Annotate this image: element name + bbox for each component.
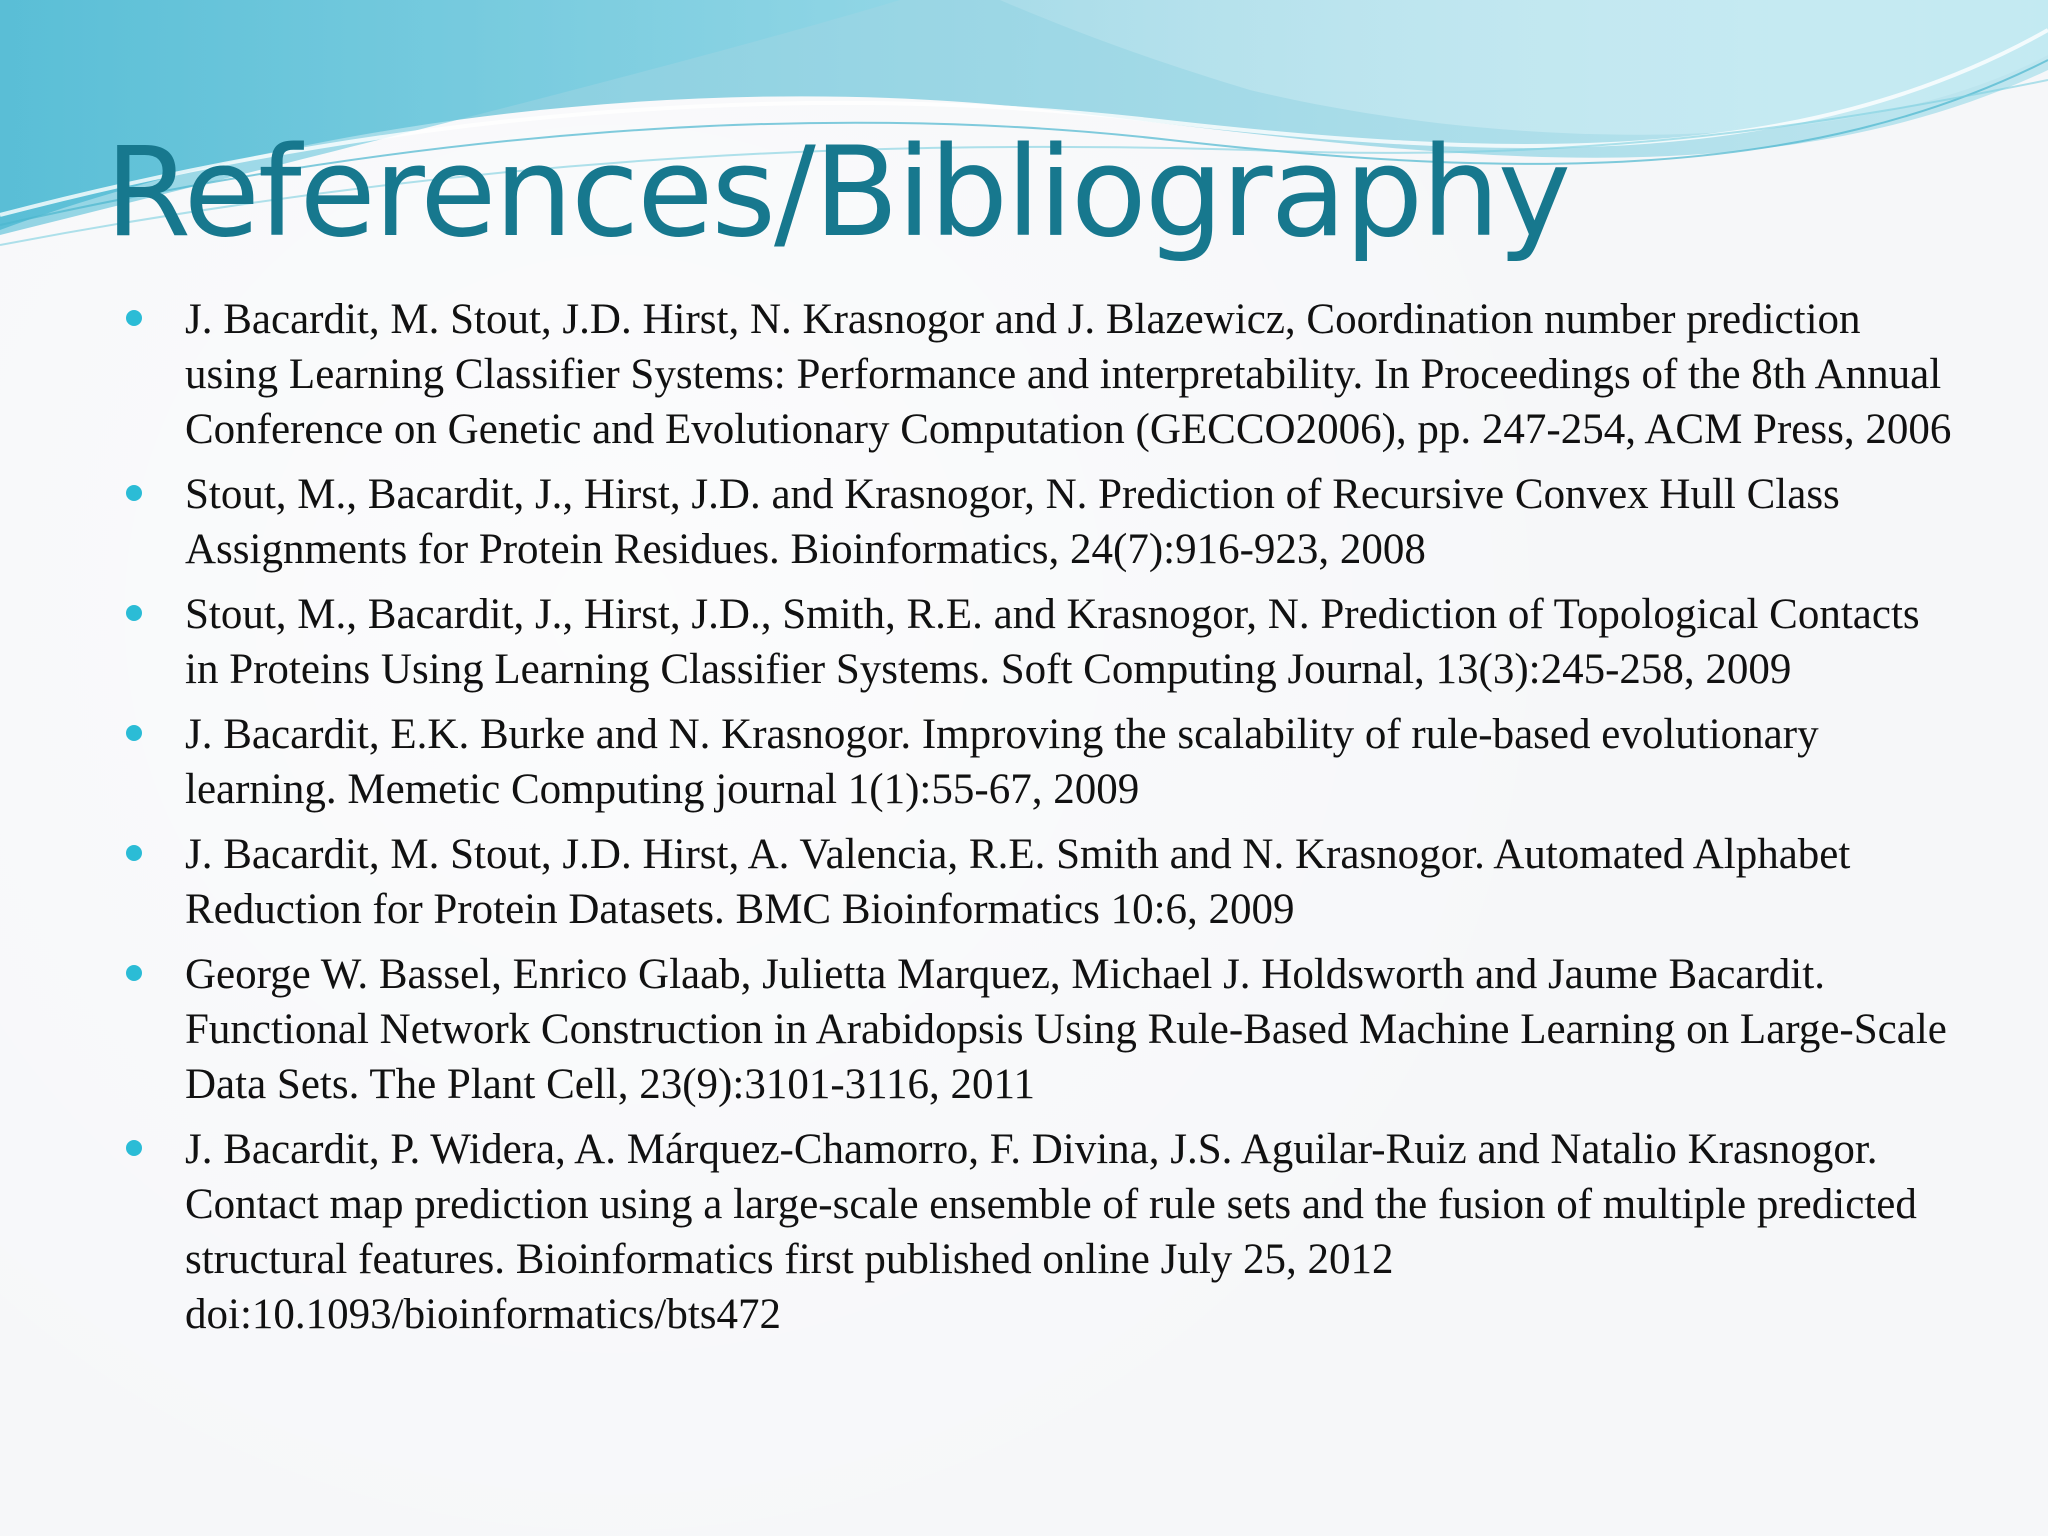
- reference-item: [126, 947, 1956, 1112]
- bullet-icon: [126, 965, 142, 981]
- reference-item: [126, 292, 1956, 457]
- reference-item: [126, 707, 1956, 817]
- bullet-icon: [126, 1140, 142, 1156]
- reference-item: [126, 587, 1956, 697]
- reference-text: J. Bacardit, P. Widera, A. Márquez-Chamorro, F. Divina, J.S. Aguilar-Ruiz and Natalio Krasnogor. Contact map prediction using a large-scale ensemble of rule sets and the fusion of multiple predicted structural features. Bioinformatics first published online July 25, 2012 doi:10.1093/bioinformatics/bts472: [185, 1126, 1917, 1338]
- bullet-icon: [126, 845, 142, 861]
- bullet-icon: [126, 725, 142, 741]
- reference-item: [126, 827, 1956, 937]
- reference-item: [126, 1122, 1956, 1342]
- slide-title: References/Bibliography: [105, 121, 1570, 265]
- reference-text: Stout, M., Bacardit, J., Hirst, J.D. and Krasnogor, N. Prediction of Recursive Convex Hull Class Assignments for Protein Residues. Bioinformatics, 24(7):916-923, 2008: [185, 471, 1840, 573]
- reference-item: [126, 467, 1956, 577]
- bullet-icon: [126, 310, 142, 326]
- bullet-icon: [126, 485, 142, 501]
- reference-text: George W. Bassel, Enrico Glaab, Julietta Marquez, Michael J. Holdsworth and Jaume Bacardit. Functional Network Construction in Arabidopsis Using Rule-Based Machine Learning on Large-Scale Data Sets. The Plant Cell, 23(9):3101-3116, 2011: [185, 951, 1947, 1108]
- reference-text: J. Bacardit, E.K. Burke and N. Krasnogor. Improving the scalability of rule-based evolutionary learning. Memetic Computing journal 1(1):55-67, 2009: [185, 711, 1819, 813]
- reference-list: [126, 292, 1956, 1352]
- reference-text: J. Bacardit, M. Stout, J.D. Hirst, N. Krasnogor and J. Blazewicz, Coordination number prediction using Learning Classifier Systems: Performance and interpretability. In Proceedings of the 8th Annual Conference on Genetic and Evolutionary Computation (GECCO2006), pp. 247-254, ACM Press, 2006: [185, 296, 1952, 453]
- bullet-icon: [126, 605, 142, 621]
- reference-text: Stout, M., Bacardit, J., Hirst, J.D., Smith, R.E. and Krasnogor, N. Prediction of Topological Contacts in Proteins Using Learning Classifier Systems. Soft Computing Journal, 13(3):245-258, 2009: [185, 591, 1920, 693]
- reference-text: J. Bacardit, M. Stout, J.D. Hirst, A. Valencia, R.E. Smith and N. Krasnogor. Automated Alphabet Reduction for Protein Datasets. BMC Bioinformatics 10:6, 2009: [185, 831, 1851, 933]
